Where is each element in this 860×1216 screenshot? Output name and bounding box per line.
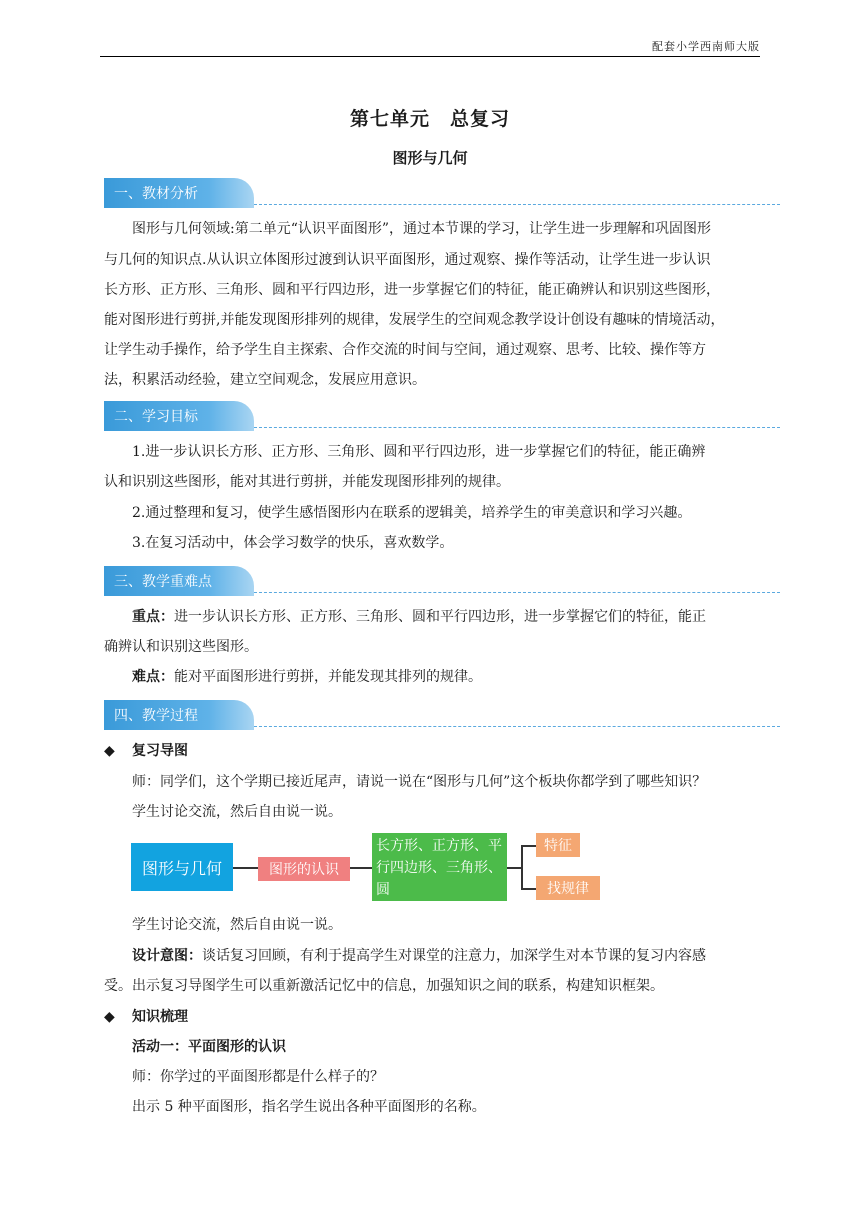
dashed-divider <box>254 204 780 205</box>
connector-bracket <box>521 845 523 888</box>
text-line: 长方形、正方形、三角形、圆和平行四边形，进一步掌握它们的特征，能正确辨认和识别这些图形， <box>104 282 720 298</box>
text-line: 图形与几何领域:第二单元“认识平面图形”，通过本节课的学习，让学生进一步理解和巩固图形 <box>132 221 712 237</box>
show-shapes-instruction: 出示 5 种平面图形，指名学生说出各种平面图形的名称。 <box>132 1099 486 1115</box>
connector-line <box>507 867 521 869</box>
dashed-divider <box>254 726 780 727</box>
section-label: 四、教学过程 <box>114 708 198 724</box>
unit-title: 第七单元 总复习 <box>349 108 510 130</box>
goal-1-line: 1.进一步认识长方形、正方形、三角形、圆和平行四边形，进一步掌握它们的特征，能正确辨 <box>132 444 706 460</box>
design-label: 设计意图： <box>132 948 202 964</box>
key-label: 重点： <box>132 609 174 625</box>
section-label: 三、教学重难点 <box>114 574 212 590</box>
section-heading-analysis <box>104 178 780 210</box>
difficult-point <box>132 662 792 692</box>
mindmap-node: 图形的认识 <box>258 857 350 881</box>
analysis-paragraph <box>104 214 760 245</box>
connector-line <box>233 867 258 869</box>
design-text: 谈话复习回顾，有利于提高学生对课堂的注意力，加深学生对本节课的复习内容感 <box>202 948 706 964</box>
edition-label: 配套小学西南师大版 <box>652 40 760 53</box>
difficult-label: 难点： <box>132 669 174 685</box>
text-line: 能对图形进行剪拼,并能发现图形排列的规律，发展学生的空间观念教学设计创设有趣味的情境活动， <box>104 312 725 328</box>
teacher-question: 师：同学们，这个学期已接近尾声，请说一说在“图形与几何”这个板块你都学到了哪些知识？ <box>132 774 707 790</box>
key-text-line2: 确辨认和识别这些图形。 <box>104 639 258 655</box>
mindmap-leaf-patterns: 找规律 <box>536 876 600 900</box>
difficult-text: 能对平面图形进行剪拼，并能发现其排列的规律。 <box>174 669 482 685</box>
section-heading-goals <box>104 401 780 433</box>
bullet-label: 复习导图 <box>132 743 188 759</box>
key-text: 进一步认识长方形、正方形、三角形、圆和平行四边形，进一步掌握它们的特征，能正 <box>174 609 706 625</box>
connector-line <box>521 888 536 890</box>
goal-2: 2.通过整理和复习，使学生感悟图形内在联系的逻辑美，培养学生的审美意识和学习兴趣。 <box>132 505 692 521</box>
bullet-review-map <box>104 736 188 766</box>
dashed-divider <box>254 592 780 593</box>
design-intent <box>132 941 792 971</box>
student-response: 学生讨论交流，然后自由说一说。 <box>132 804 342 820</box>
activity-title: 活动一：平面图形的认识 <box>132 1039 286 1055</box>
text-line: 让学生动手操作，给予学生自主探索、合作交流的时间与空间，通过观察、思考、比较、操作等方 <box>104 342 706 358</box>
section-label: 二、学习目标 <box>114 409 198 425</box>
lesson-title: 图形与几何 <box>392 149 468 167</box>
student-response-2: 学生讨论交流，然后自由说一说。 <box>132 917 342 933</box>
text-line: 法，积累活动经验，建立空间观念，发展应用意识。 <box>104 372 426 388</box>
section-heading-process <box>104 700 780 732</box>
connector-line <box>350 867 372 869</box>
bullet-label: 知识梳理 <box>132 1009 188 1025</box>
connector-line <box>521 845 536 847</box>
diamond-bullet-icon: ◆ <box>104 1009 115 1025</box>
diamond-bullet-icon: ◆ <box>104 743 115 759</box>
dashed-divider <box>254 427 780 428</box>
page-header <box>100 34 760 57</box>
bullet-knowledge <box>104 1002 188 1032</box>
mindmap-shapes: 长方形、正方形、平行四边形、三角形、圆 <box>372 833 507 901</box>
goal-1-line2: 认和识别这些图形，能对其进行剪拼，并能发现图形排列的规律。 <box>104 474 510 490</box>
text-line: 与几何的知识点.从认识立体图形过渡到认识平面图形，通过观察、操作等活动，让学生进一步认识 <box>104 252 711 268</box>
mindmap-leaf-features: 特征 <box>536 833 580 857</box>
key-point <box>132 602 792 632</box>
mindmap-root: 图形与几何 <box>131 843 233 891</box>
goal-3: 3.在复习活动中，体会学习数学的快乐，喜欢数学。 <box>132 535 454 551</box>
design-text-line2: 受。出示复习导图学生可以重新激活记忆中的信息，加强知识之间的联系，构建知识框架。 <box>104 978 664 994</box>
teacher-question-2: 师：你学过的平面图形都是什么样子的？ <box>132 1069 384 1085</box>
section-heading-keypoints <box>104 566 780 598</box>
section-label: 一、教材分析 <box>114 186 198 202</box>
